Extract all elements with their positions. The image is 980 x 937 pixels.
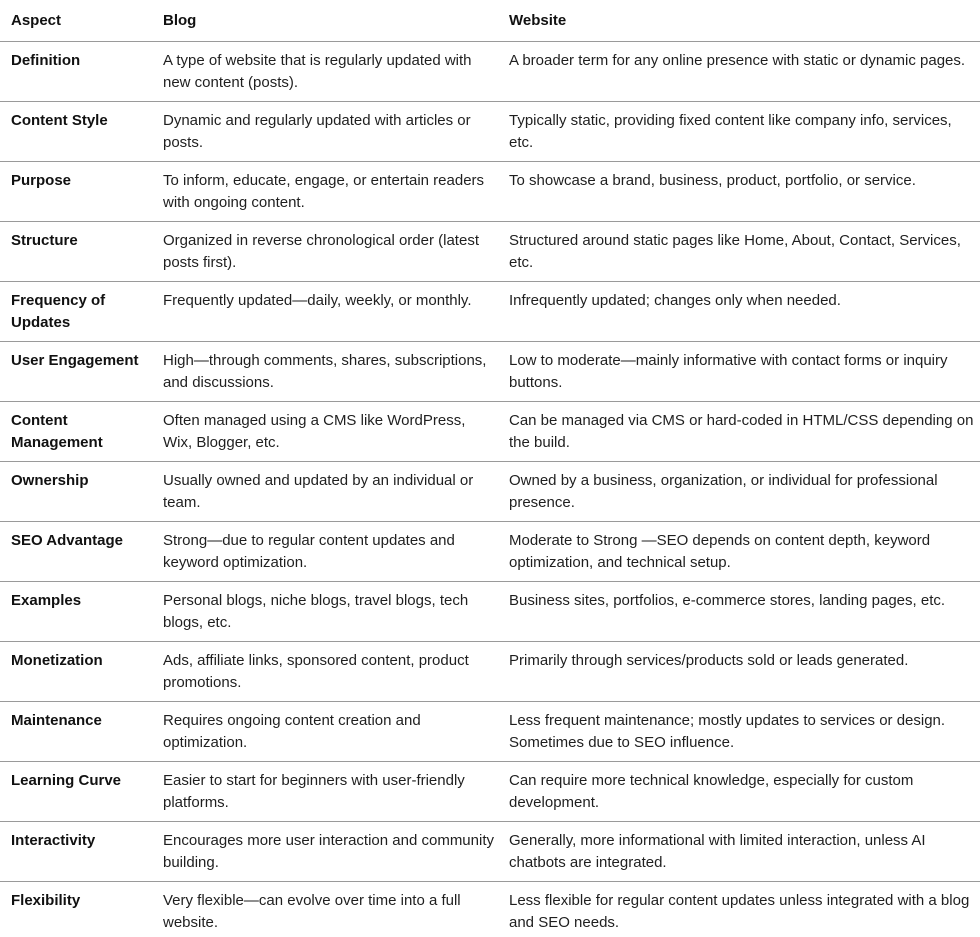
blog-cell: Frequently updated—daily, weekly, or monthly. [152,281,498,341]
table-row [0,401,980,461]
table-row [0,761,980,821]
aspect-cell: Learning Curve [0,761,152,821]
blog-cell: Dynamic and regularly updated with articles or posts. [152,101,498,161]
aspect-cell: Frequency of Updates [0,281,152,341]
website-cell: Less frequent maintenance; mostly updates to services or design. Sometimes due to SEO influence. [498,701,980,761]
website-cell: Primarily through services/products sold or leads generated. [498,641,980,701]
table-body [0,41,980,937]
blog-cell: Strong—due to regular content updates and keyword optimization. [152,521,498,581]
aspect-cell: SEO Advantage [0,521,152,581]
aspect-cell: Monetization [0,641,152,701]
table-row [0,281,980,341]
table-row [0,881,980,937]
aspect-cell: User Engagement [0,341,152,401]
blog-cell: Often managed using a CMS like WordPress, Wix, Blogger, etc. [152,401,498,461]
website-cell: Structured around static pages like Home, About, Contact, Services, etc. [498,221,980,281]
aspect-cell: Purpose [0,161,152,221]
table-row [0,41,980,101]
aspect-cell: Examples [0,581,152,641]
aspect-cell: Interactivity [0,821,152,881]
website-cell: To showcase a brand, business, product, portfolio, or service. [498,161,980,221]
blog-cell: A type of website that is regularly updated with new content (posts). [152,41,498,101]
header-blog: Blog [152,0,498,41]
table-row [0,641,980,701]
blog-cell: Personal blogs, niche blogs, travel blogs, tech blogs, etc. [152,581,498,641]
aspect-cell: Maintenance [0,701,152,761]
aspect-cell: Ownership [0,461,152,521]
aspect-cell: Flexibility [11,891,81,909]
blog-cell: Usually owned and updated by an individual or team. [152,461,498,521]
website-cell: Generally, more informational with limited interaction, unless AI chatbots are integrated. [498,821,980,881]
website-cell: Moderate to Strong —SEO depends on content depth, keyword optimization, and technical setup. [498,521,980,581]
aspect-cell: Content Management [0,401,152,461]
table-row [0,161,980,221]
table-row [0,821,980,881]
blog-cell: Easier to start for beginners with user-friendly platforms. [152,761,498,821]
header-row [0,0,980,41]
aspect-cell: Definition [0,41,152,101]
website-cell: Low to moderate—mainly informative with contact forms or inquiry buttons. [498,341,980,401]
table-row [0,461,980,521]
blog-cell: To inform, educate, engage, or entertain readers with ongoing content. [152,161,498,221]
aspect-cell: Structure [0,221,152,281]
website-cell: A broader term for any online presence with static or dynamic pages. [498,41,980,101]
website-cell: Owned by a business, organization, or individual for professional presence. [498,461,980,521]
website-cell: Can be managed via CMS or hard-coded in HTML/CSS depending on the build. [498,401,980,461]
table-row [0,521,980,581]
blog-cell: Ads, affiliate links, sponsored content, product promotions. [152,641,498,701]
aspect-cell: Content Style [0,101,152,161]
table-row [0,341,980,401]
blog-cell: High—through comments, shares, subscriptions, and discussions. [152,341,498,401]
blog-cell: Encourages more user interaction and community building. [152,821,498,881]
website-cell: Infrequently updated; changes only when needed. [498,281,980,341]
blog-cell: Organized in reverse chronological order (latest posts first). [152,221,498,281]
table-row [0,221,980,281]
table-row [0,701,980,761]
website-cell: Can require more technical knowledge, especially for custom development. [498,761,980,821]
header-aspect: Aspect [0,0,152,41]
blog-cell: Very flexible—can evolve over time into a full website. [163,891,461,931]
website-cell: Less flexible for regular content updates unless integrated with a blog and SEO needs. [509,891,970,931]
table-header [0,0,980,41]
website-cell: Typically static, providing fixed content like company info, services, etc. [498,101,980,161]
table-row [0,101,980,161]
blog-cell: Requires ongoing content creation and optimization. [152,701,498,761]
website-cell: Business sites, portfolios, e-commerce stores, landing pages, etc. [498,581,980,641]
table-row [0,581,980,641]
header-website: Website [498,0,980,41]
